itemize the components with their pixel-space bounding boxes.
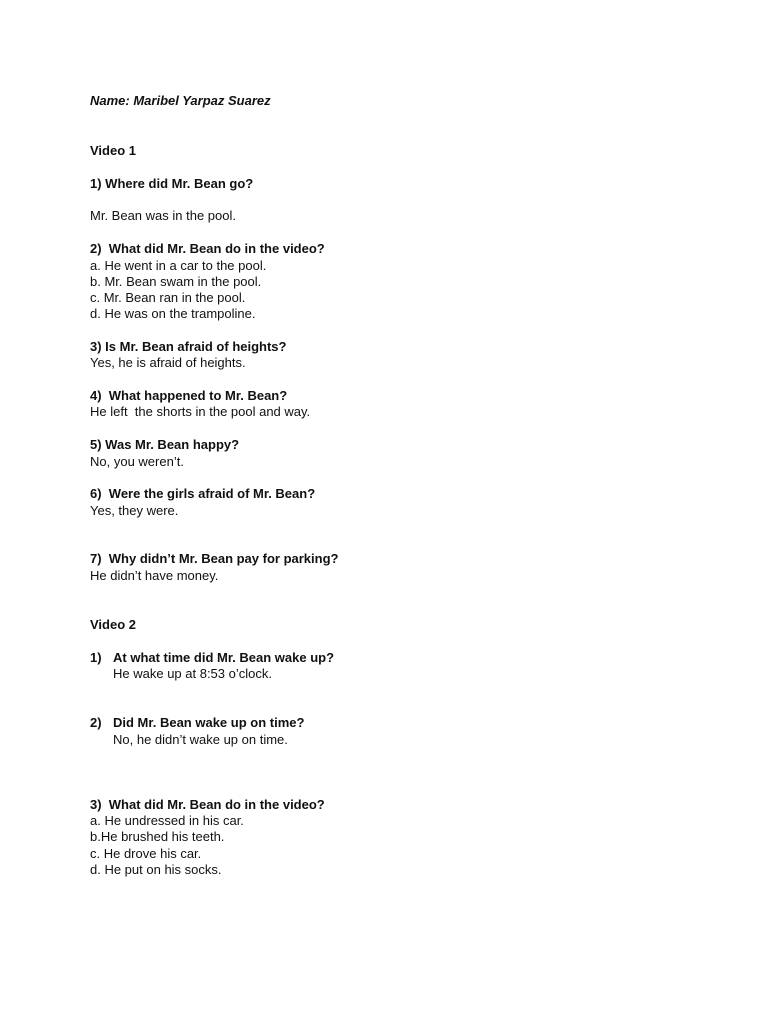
v2-q3-option-a: a. He undressed in his car. — [90, 813, 244, 828]
v1-answer-1: Mr. Bean was in the pool. — [90, 208, 236, 223]
v1-q2-option-a: a. He went in a car to the pool. — [90, 258, 267, 273]
v2-q3-option-c: c. He drove his car. — [90, 846, 202, 861]
v1-question-7: 7) Why didn’t Mr. Bean pay for parking? — [90, 551, 339, 566]
v1-q2-option-b: b. Mr. Bean swam in the pool. — [90, 274, 262, 289]
student-name: Name: Maribel Yarpaz Suarez — [90, 93, 271, 108]
v1-q2-option-d: d. He was on the trampoline. — [90, 306, 256, 321]
v1-question-3: 3) Is Mr. Bean afraid of heights? — [90, 339, 287, 354]
v2-question-1-number: 1) — [90, 650, 102, 665]
v2-question-2-number: 2) — [90, 715, 102, 730]
v1-question-5: 5) Was Mr. Bean happy? — [90, 437, 240, 452]
v1-question-4: 4) What happened to Mr. Bean? — [90, 388, 288, 403]
v1-answer-3: Yes, he is afraid of heights. — [90, 355, 246, 370]
v2-question-1: At what time did Mr. Bean wake up? — [113, 650, 335, 665]
v2-answer-1: He wake up at 8:53 o’clock. — [113, 666, 272, 681]
video-2-heading: Video 2 — [90, 617, 137, 632]
v1-answer-7: He didn’t have money. — [90, 568, 219, 583]
v1-answer-5: No, you weren’t. — [90, 454, 184, 469]
v1-question-6: 6) Were the girls afraid of Mr. Bean? — [90, 486, 316, 501]
v2-question-2: Did Mr. Bean wake up on time? — [113, 715, 305, 730]
v1-answer-4: He left the shorts in the pool and way. — [90, 404, 311, 419]
v1-answer-6: Yes, they were. — [90, 503, 179, 518]
v1-question-1: 1) Where did Mr. Bean go? — [90, 176, 254, 191]
v2-q3-option-b: b.He brushed his teeth. — [90, 829, 225, 844]
v1-q2-option-c: c. Mr. Bean ran in the pool. — [90, 290, 246, 305]
video-1-heading: Video 1 — [90, 143, 137, 158]
v2-answer-2: No, he didn’t wake up on time. — [113, 732, 288, 747]
v1-question-2: 2) What did Mr. Bean do in the video? — [90, 241, 325, 256]
v2-q3-option-d: d. He put on his socks. — [90, 862, 222, 877]
v2-question-3: 3) What did Mr. Bean do in the video? — [90, 797, 325, 812]
